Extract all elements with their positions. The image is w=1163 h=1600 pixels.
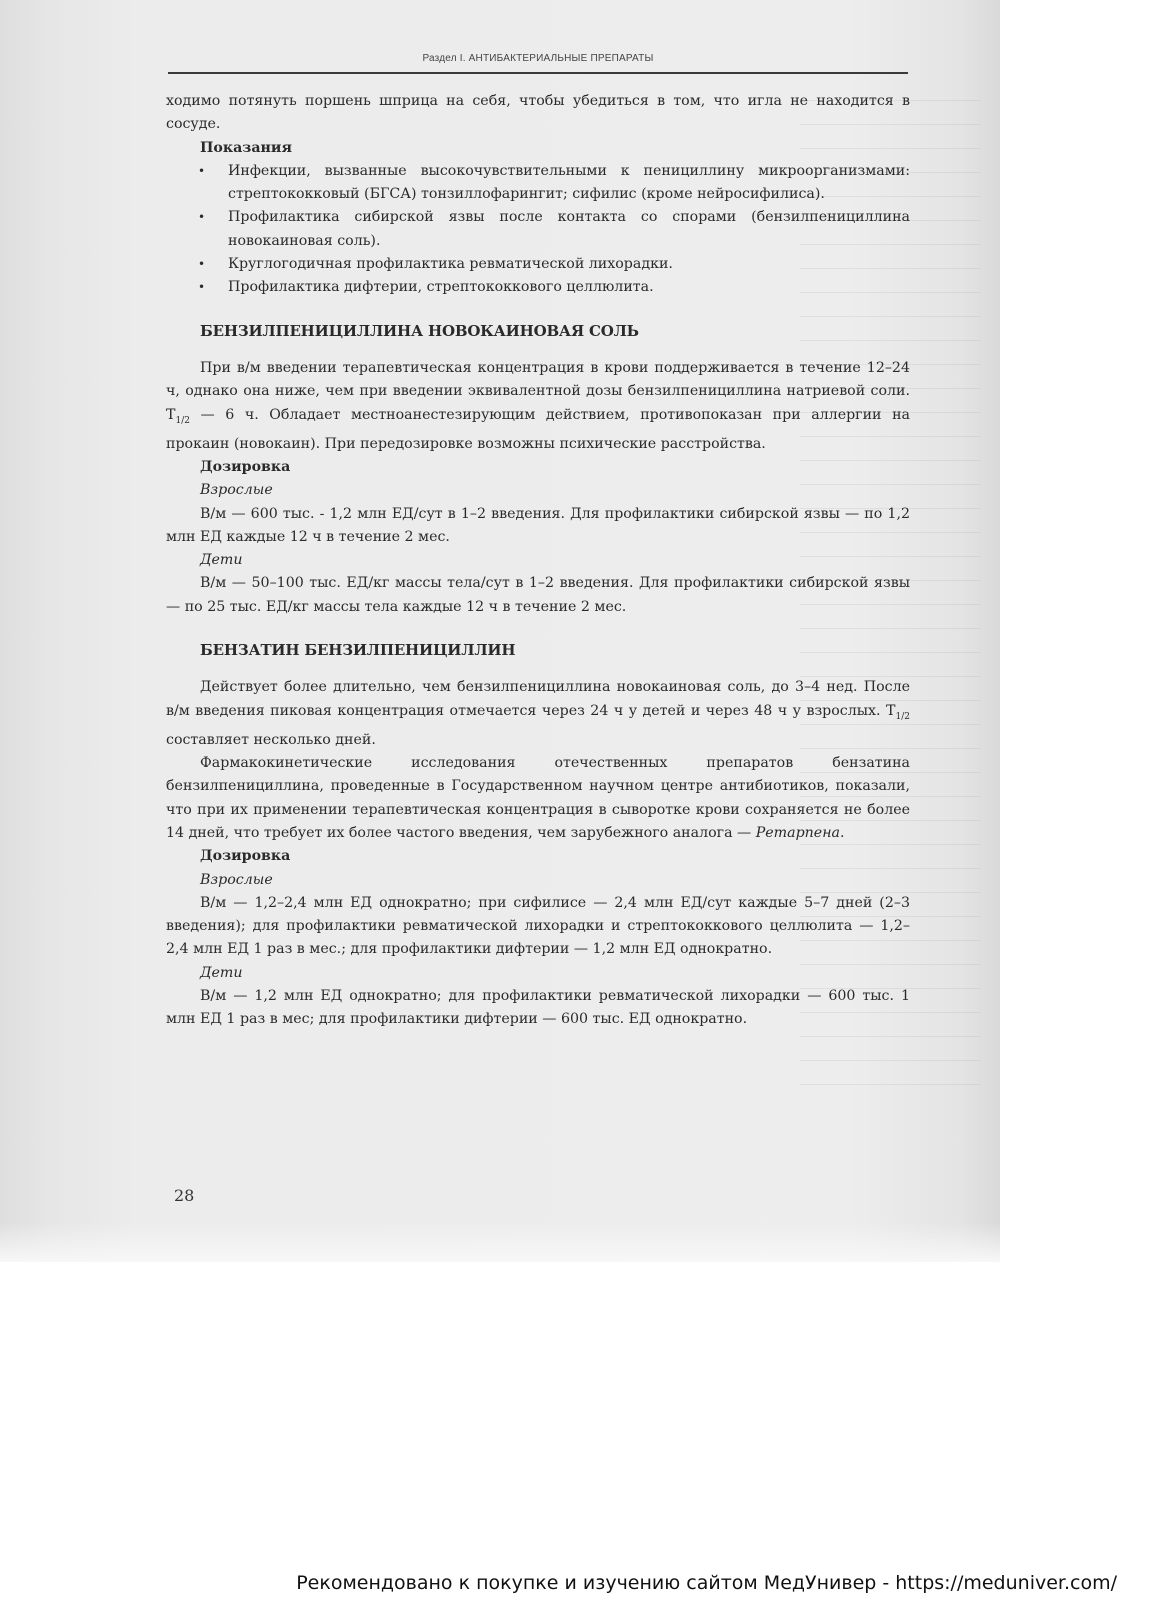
running-title: Раздел I. АНТИБАКТЕРИАЛЬНЫЕ ПРЕПАРАТЫ: [422, 53, 654, 64]
list-item: • Круглогодичная профилактика ревматической лихорадки.: [228, 253, 910, 276]
procaine-adults-text: В/м — 600 тыс. - 1,2 млн ЕД/сут в 1–2 введения. Для профилактики сибирской язвы — по 1,2 млн ЕД каждые 12 ч в течение 2 мес.: [166, 505, 910, 545]
benzathine-adults-label: Взрослые: [200, 871, 273, 888]
running-header: [168, 50, 908, 74]
page-body: [166, 90, 910, 1032]
benzathine-children-label: Дети: [200, 964, 243, 981]
benzathine-paragraph-2: Фармакокинетические исследования отечественных препаратов бензатина бензилпенициллина, проведенные в Государственном научном центре антибиотиков, показали, что при их применении терапевтическая концентрация в сыворотке крови сохраняется не более 14 дней, что требует их более частого введения, чем зарубежного аналога — Ретарпена.: [166, 755, 910, 841]
benzathine-paragraph-1: Действует более длительно, чем бензилпенициллина новокаиновая соль, до 3–4 нед. После в/м введения пиковая концентрация отмечается через 24 ч у детей и через 48 ч у взрослых. $Т_{1/2}$ составляет несколько дней.: [166, 679, 910, 748]
bullet-icon: •: [198, 257, 206, 272]
bullet-icon: •: [198, 210, 206, 225]
benzathine-dosage-heading: Дозировка: [200, 848, 291, 865]
bullet-icon: •: [198, 163, 206, 178]
footer-recommendation: Рекомендовано к покупке и изучению сайтом МедУнивер - https://meduniver.com/: [296, 1572, 1117, 1594]
benzathine-children-text: В/м — 1,2 млн ЕД однократно; для профилактики ревматической лихорадки — 600 тыс. 1 млн ЕД 1 раз в мес; для профилактики дифтерии — 600 тыс. ЕД однократно.: [166, 988, 910, 1028]
page-number: 28: [174, 1186, 195, 1205]
indications-heading: Показания: [200, 139, 292, 156]
procaine-dosage-heading: Дозировка: [200, 458, 291, 475]
procaine-description: При в/м введении терапевтическая концентрация в крови поддерживается в течение 12–24 ч, однако она ниже, чем при введении эквивалентной дозы бензилпенициллина натриевой соли. $Т_{1/2}$ — 6 ч. Обладает местноанестезирующим действием, противопоказан при аллергии на прокаин (новокаин). При передозировке возможны психические расстройства.: [166, 359, 910, 452]
section-title-procaine: БЕНЗИЛПЕНИЦИЛЛИНА НОВОКАИНОВАЯ СОЛЬ: [200, 321, 639, 340]
list-item: • Профилактика сибирской язвы после контакта со спорами (бензилпенициллина новокаиновая соль).: [228, 206, 910, 253]
intro-paragraph: ходимо потянуть поршень шприца на себя, чтобы убедиться в том, что игла не находится в сосуде.: [166, 93, 910, 133]
section-title-benzathine: БЕНЗАТИН БЕНЗИЛПЕНИЦИЛЛИН: [200, 641, 516, 660]
list-item: • Профилактика дифтерии, стрептококкового целлюлита.: [228, 276, 910, 299]
bullet-icon: •: [198, 280, 206, 295]
indications-list: [166, 160, 910, 300]
list-item: • Инфекции, вызванные высокочувствительными к пенициллину микроорганизмами: стрептококковый (БГСА) тонзиллофарингит; сифилис (кроме нейросифилиса).: [228, 160, 910, 207]
benzathine-adults-text: В/м — 1,2–2,4 млн ЕД однократно; при сифилисе — 2,4 млн ЕД/сут каждые 5–7 дней (2–3 введения); для профилактики ревматической лихорадки и стрептококкового целлюлита — 1,2–2,4 млн ЕД 1 раз в мес.; для профилактики дифтерии — 1,2 млн ЕД однократно.: [166, 894, 910, 958]
procaine-children-label: Дети: [200, 552, 243, 569]
procaine-children-text: В/м — 50–100 тыс. ЕД/кг массы тела/сут в 1–2 введения. Для профилактики сибирской язвы — по 25 тыс. ЕД/кг массы тела каждые 12 ч в течение 2 мес.: [166, 575, 910, 615]
procaine-adults-label: Взрослые: [200, 482, 273, 499]
